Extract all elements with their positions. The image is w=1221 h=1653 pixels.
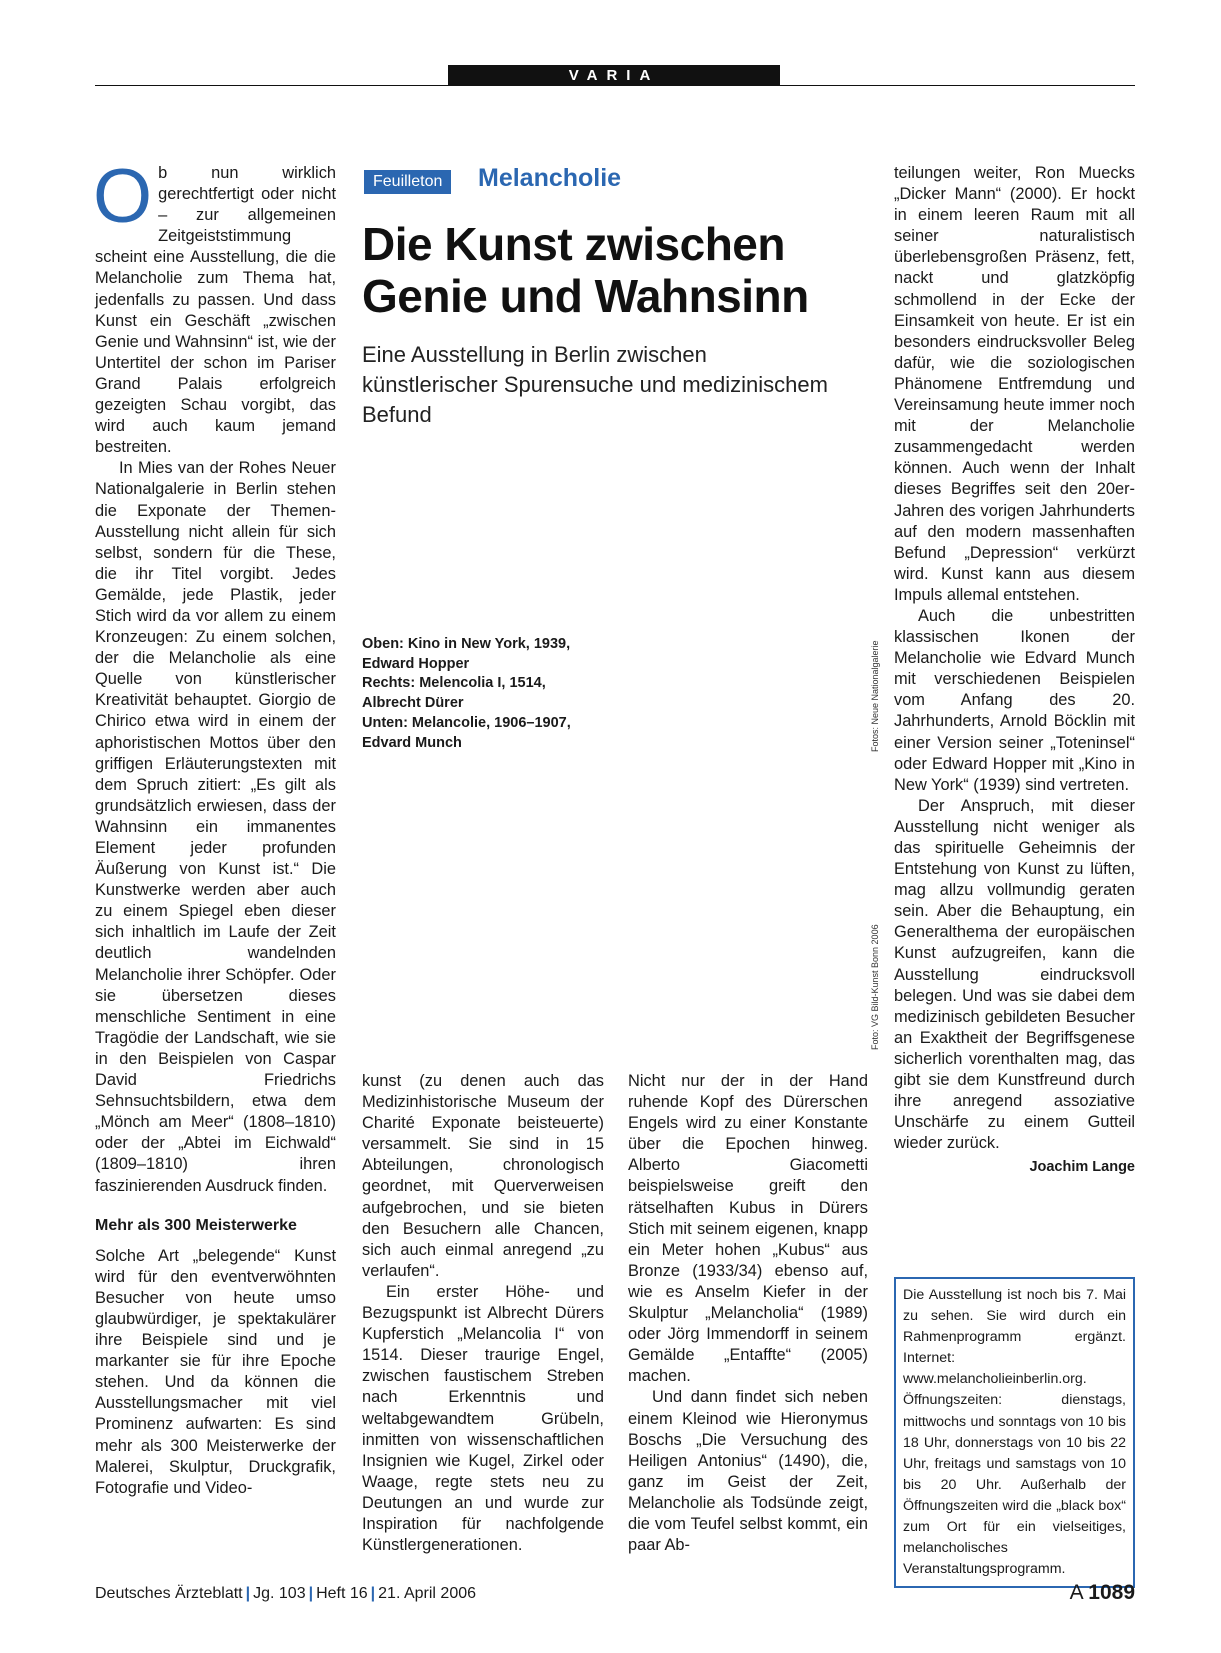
kicker-title: Melancholie xyxy=(478,164,622,192)
divider: | xyxy=(308,1585,314,1602)
photo-credit: Foto: VG Bild-Kunst Bonn 2006 xyxy=(870,924,880,1050)
journal-name: Deutsches Ärzteblatt xyxy=(95,1585,243,1602)
caption-line: Oben: Kino in New York, 1939, xyxy=(362,636,571,652)
paragraph: Nicht nur der in der Hand ruhende Kopf des Dürerschen Engels wird zu einer Konstante über die Epochen hinweg. Alberto Giacometti beispielsweise greift den rätselhaften Kubus in Dürers Stich mit seinem eigenen, knapp ein Meter hohen „Kubus“ aus Bronze (1933/34) ebenso auf, wie es Anselm Kiefer in der Skulptur „Melancholia“ (1989) oder Jörg Immendorff in seinem Gemälde „Entaffte“ (2005) machen. xyxy=(628,1072,868,1386)
caption-line: Edvard Munch xyxy=(362,734,462,751)
caption-line: Edward Hopper xyxy=(362,655,470,672)
paragraph: Und dann findet sich neben einem Kleinod wie Hieronymus Boschs „Die Versuchung des Heiligen Antonius“ (1490), die, ganz im Geist der Zeit, Melancholie als Todsünde zeigt, die vom Teufel selbst kommt, ein paar Ab- xyxy=(628,1388,868,1555)
issue: Heft 16 xyxy=(316,1585,368,1602)
section-tag: Feuilleton xyxy=(364,170,451,194)
issue-date: 21. April 2006 xyxy=(378,1585,477,1602)
article-column-1 xyxy=(93,154,336,1499)
publication-info xyxy=(95,1585,476,1603)
page-prefix: A xyxy=(1069,1581,1083,1604)
paragraph: Der Anspruch, mit dieser Ausstellung nicht weniger als das spirituelle Geheimnis der Entstehung von Kunst zu lüften, mag allzu vollmundig geraten sein. Aber die Behauptung, ein Generalthema der europäischen Kunst aufzugreifen, kann die Ausstellung eindrucksvoll belegen. Und was sie dabei dem medizinisch gebildeten Besucher an Exaktheit der Begriffsgenese sicherlich vorenthalten mag, das gibt sie dem Kunstfreund durch ihre anregend assoziative Unschärfe zu einem Gutteil wieder zurück. xyxy=(894,796,1135,1153)
divider: | xyxy=(370,1585,376,1602)
intro-paragraph xyxy=(93,154,336,458)
caption-line: Albrecht Dürer xyxy=(362,695,464,712)
paragraph: Ein erster Höhe- und Bezugspunkt ist Albrecht Dürers Kupferstich „Melancolia I“ von 1514. Dieser traurige Engel, zwischen faustischem Streben nach Erkenntnis und weltabgewandtem Grübeln, inmitten von wissenschaftlichen Insignien wie Kugel, Zirkel oder Waage, regte stets neu zu Deutungen an und wurde zur Inspiration für nachfolgende Künstlergenerationen. xyxy=(362,1282,604,1555)
drop-cap: O xyxy=(93,154,153,239)
paragraph: Solche Art „belegende“ Kunst wird für den eventverwöhnten Besucher von heute umso glaubwürdiger, je spektakulärer ihre Beispiele sind und je markanter sie für ihre Epoche stehen. Und da können die Ausstellungsmacher mit viel Prominenz aufwarten: Es sind mehr als 300 Meisterwerke der Malerei, Skulptur, Druckgrafik, Fotografie und Video- xyxy=(95,1246,336,1497)
subheading: Mehr als 300 Meisterwerke xyxy=(95,1216,297,1234)
paragraph-text: b nun wirklich gerechtfertigt oder nicht – zur allgemeinen Zeitgeiststimmung scheint eine Ausstellung, die die Melancholie zum Thema hat, jedenfalls zu passen. Und dass Kunst ein Geschäft „zwischen Genie und Wahnsinn“ ist, wie der Untertitel der schon im Pariser Grand Palais erfolgreich gezeigten Schau vorgibt, das wird auch kaum jemand bestreiten. xyxy=(95,164,336,457)
article-subheadline: Eine Ausstellung in Berlin zwischen künstlerischer Spurensuche und medizinischem Befund xyxy=(362,342,828,427)
page-number xyxy=(1070,1581,1135,1605)
volume: Jg. 103 xyxy=(253,1585,306,1602)
paragraph: In Mies van der Rohes Neuer Nationalgalerie in Berlin stehen die Exponate der Themen-Ausstellung nicht allein für sich selbst, sondern für die These, die ihr Titel vorgibt. Jedes Gemälde, jede Plastik, jeder Stich wird da vor allem zu einem Kronzeugen: Zu einem solchen, der die Melancholie als eine Quelle von künstlerischer Kreativität behauptet. Giorgio de Chirico etwa wird in einem der aphoristischen Mottos über den griffigen Erläuterungstexten mit dem Spruch zitiert: „Es gilt als grundsätzlich erwiesen, dass der Wahnsinn ein immanentes Element jeder profunden Äußerung von Kunst ist.“ Die Kunstwerke werden aber auch zu einem Spiegel eben dieser sich inhaltlich im Laufe der Zeit deutlich wandelnden Melancholie ihrer Schöpfer. Oder sie übersetzen dieses menschliche Sentiment in eine Tragödie der Landschaft, wie sie in den Beispielen von Caspar David Friedrichs Sehnsuchtsbildern, etwa dem „Mönch am Meer“ (1808–1810) oder der „Abtei im Eichwald“ (1809–1810) ihren faszinierenden Ausdruck finden. xyxy=(95,459,336,1195)
page-number-value: 1089 xyxy=(1088,1581,1135,1604)
caption-line: Rechts: Melencolia I, 1514, xyxy=(362,675,546,692)
page-footer xyxy=(95,1581,1135,1609)
paragraph: Auch die unbestritten klassischen Ikonen der Melancholie wie Edvard Munch mit verschiedenen Beispielen vom Anfang des 20. Jahrhunderts, Arnold Böcklin mit einer Version seiner „Toteninsel“ oder Edward Hopper mit „Kino in New York“ (1939) sind vertreten. xyxy=(894,606,1135,794)
caption-line: Unten: Melancolie, 1906–1907, xyxy=(362,714,571,731)
photo-credit: Fotos: Neue Nationalgalerie xyxy=(870,640,880,752)
article-column-3 xyxy=(628,1071,868,1556)
divider: | xyxy=(245,1585,251,1602)
paragraph: teilungen weiter, Ron Muecks „Dicker Mann“ (2000). Er hockt in einem leeren Raum mit all seiner naturalistisch überlebensgroßen Präsenz, fett, nackt und glatzköpfig schmollend in der Ecke der Einsamkeit von heute. Er ist ein besonders eindrucksvoller Beleg dafür, wie die soziologischen Phänomene Entfremdung und Vereinsamung heute immer noch mit der Melancholie zusammengedacht werden können. Auch wenn der Inhalt dieses Begriffes seit den 20er-Jahren des vorigen Jahrhunderts auf den modern massenhaften Befund „Depression“ verkürzt wird. Kunst kann aus diesem Impuls allemal entstehen. xyxy=(894,164,1135,604)
image-captions xyxy=(362,635,622,753)
section-banner: VARIA xyxy=(448,65,780,86)
author-byline: Joachim Lange xyxy=(1029,1159,1135,1176)
paragraph: kunst (zu denen auch das Medizinhistorische Museum der Charité Exponate beisteuerte) versammelt. Sie sind in 15 Abteilungen, chronologisch geordnet, mit Querverweisen aufgebrochen, und sie bieten den Besuchern alle Chancen, sich auch einmal anregend „zu verlaufen“. xyxy=(362,1072,604,1280)
info-box: Die Ausstellung ist noch bis 7. Mai zu sehen. Sie wird durch ein Rahmenprogramm ergänzt. Internet: www.melancholieinberlin.org. Öffnungszeiten: dienstags, mittwochs und sonntags von 10 bis 18 Uhr, donnerstags von 10 bis 22 Uhr, freitags und samstags von 10 bis 20 Uhr. Außerhalb der Öffnungszeiten wird die „black box“ zum Ort für ein vielseitiges, melancholisches Veranstaltungsprogramm. xyxy=(894,1277,1135,1588)
article-column-4 xyxy=(894,163,1135,1179)
article-headline: Die Kunst zwischen Genie und Wahnsinn xyxy=(362,218,809,322)
article-column-2 xyxy=(362,1071,604,1556)
